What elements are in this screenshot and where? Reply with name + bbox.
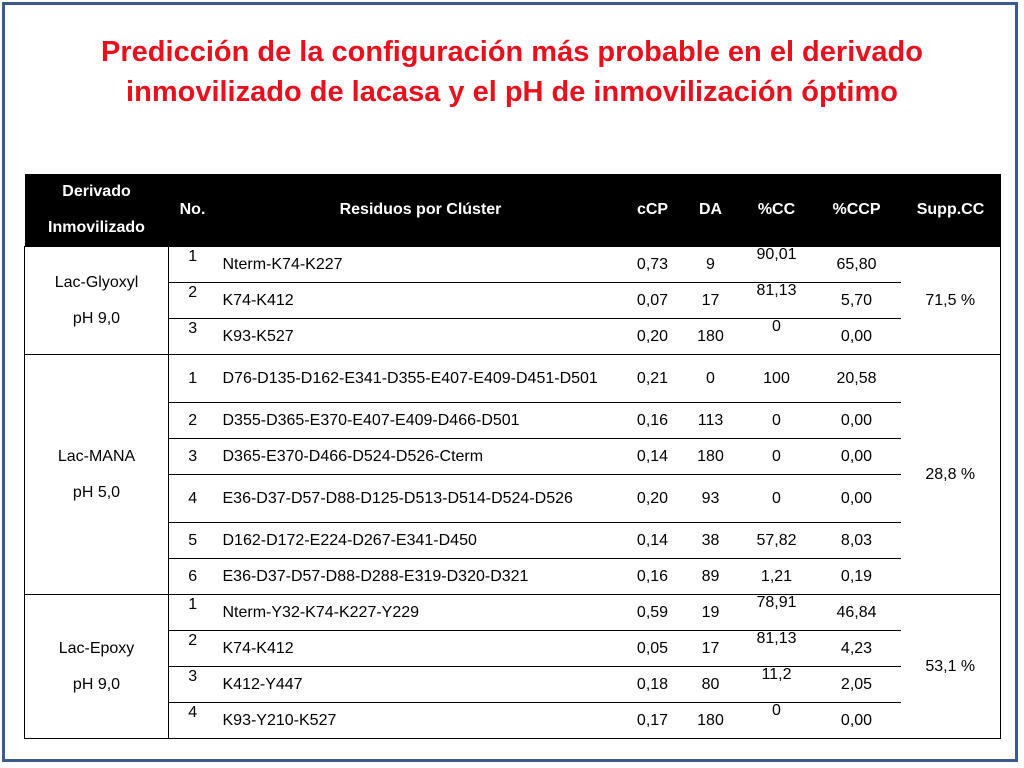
table-cell: [741, 595, 813, 631]
table-row: [25, 247, 1001, 283]
table-cell: 0,05: [625, 631, 681, 667]
derivative-cell: Lac-Epoxy pH 9,0: [25, 595, 169, 739]
table-cell: 0,16: [625, 403, 681, 439]
supp-cc-cell: 53,1 %: [901, 595, 1001, 739]
table-cell: [169, 595, 217, 631]
cell-value: Derivado: [62, 183, 131, 200]
supp-cc-cell: 71,5 %: [901, 247, 1001, 355]
cell-value: 2: [188, 631, 198, 649]
table-cell: 19: [681, 595, 741, 631]
table-cell: 0: [741, 475, 813, 523]
table-cell: [741, 283, 813, 319]
cell-value: 1: [188, 247, 198, 265]
table-cell: 180: [681, 319, 741, 355]
table-header-row: [25, 174, 1001, 247]
table-row: [25, 631, 1001, 667]
table-row: [25, 703, 1001, 739]
cell-value: 81,13: [756, 629, 797, 647]
table-cell: [741, 667, 813, 703]
table-cell: D355-D365-E370-E407-E409-D466-D501: [217, 403, 625, 439]
table-cell: 0,20: [625, 319, 681, 355]
table-cell: 89: [681, 559, 741, 595]
table-cell: 0,21: [625, 355, 681, 403]
slide-title: [0, 32, 1024, 112]
table-row: [25, 403, 1001, 439]
table-row: [25, 475, 1001, 523]
header-ccp: cCP: [625, 174, 681, 247]
table-cell: 0,00: [813, 319, 901, 355]
table-row: [25, 355, 1001, 403]
header-derivado: [25, 174, 169, 247]
table-cell: D76-D135-D162-E341-D355-E407-E409-D451-D501: [217, 355, 625, 403]
table-cell: 0,00: [813, 475, 901, 523]
table-cell: 46,84: [813, 595, 901, 631]
table-row: [25, 667, 1001, 703]
table-cell: 65,80: [813, 247, 901, 283]
table-cell: [169, 667, 217, 703]
table-cell: [741, 247, 813, 283]
cell-value: 0: [772, 701, 781, 719]
table-cell: 0,14: [625, 439, 681, 475]
header-pccp: %CCP: [813, 174, 901, 247]
table-cell: 8,03: [813, 523, 901, 559]
table-cell: 0,59: [625, 595, 681, 631]
table-cell: 6: [169, 559, 217, 595]
cell-value: 81,13: [756, 281, 797, 299]
derivative-cell: Lac-Glyoxyl pH 9,0: [25, 247, 169, 355]
table-cell: 0,17: [625, 703, 681, 739]
title-line-2: inmovilizado de lacasa y el pH de inmovilización óptimo: [126, 76, 898, 108]
table-cell: 1: [169, 355, 217, 403]
results-table: [24, 174, 1001, 739]
table-cell: [169, 631, 217, 667]
header-cc: %CC: [741, 174, 813, 247]
table-cell: 0,20: [625, 475, 681, 523]
table-cell: 0,00: [813, 403, 901, 439]
table-cell: 5: [169, 523, 217, 559]
table-cell: 57,82: [741, 523, 813, 559]
table-row: [25, 523, 1001, 559]
table-row: [25, 595, 1001, 631]
cell-value: 90,01: [756, 245, 797, 263]
title-line-1: Predicción de la configuración más probable en el derivado: [101, 36, 923, 68]
supp-cc-cell: 28,8 %: [901, 355, 1001, 595]
table-row: [25, 439, 1001, 475]
table-cell: Nterm-K74-K227: [217, 247, 625, 283]
table-cell: 0,18: [625, 667, 681, 703]
header-no: No.: [169, 174, 217, 247]
table-cell: 0,14: [625, 523, 681, 559]
table-row: [25, 283, 1001, 319]
table-cell: 0,19: [813, 559, 901, 595]
header-da: DA: [681, 174, 741, 247]
table-cell: 2,05: [813, 667, 901, 703]
table-row: [25, 559, 1001, 595]
cell-value: 3: [188, 667, 198, 685]
cell-value: 2: [188, 283, 198, 301]
derivative-cell: Lac-MANA pH 5,0: [25, 355, 169, 595]
cell-value: Inmovilizado: [48, 219, 145, 236]
table-cell: K74-K412: [217, 283, 625, 319]
table-cell: 4,23: [813, 631, 901, 667]
cell-value: 0: [772, 317, 781, 335]
table-cell: [741, 319, 813, 355]
table-cell: 1,21: [741, 559, 813, 595]
cell-value: 4: [188, 703, 198, 721]
table-cell: 0: [741, 439, 813, 475]
cell-value: 11,2: [761, 665, 792, 683]
table-cell: K93-Y210-K527: [217, 703, 625, 739]
table-cell: 3: [169, 439, 217, 475]
table-cell: 0,00: [813, 703, 901, 739]
table-cell: E36-D37-D57-D88-D288-E319-D320-D321: [217, 559, 625, 595]
table-cell: Nterm-Y32-K74-K227-Y229: [217, 595, 625, 631]
table-cell: 180: [681, 703, 741, 739]
table-cell: 0,73: [625, 247, 681, 283]
table-cell: K412-Y447: [217, 667, 625, 703]
table-cell: 0: [741, 403, 813, 439]
table-cell: E36-D37-D57-D88-D125-D513-D514-D524-D526: [217, 475, 625, 523]
table-cell: 80: [681, 667, 741, 703]
table-cell: 5,70: [813, 283, 901, 319]
header-residuos: Residuos por Clúster: [217, 174, 625, 247]
table-cell: [169, 319, 217, 355]
table-cell: K74-K412: [217, 631, 625, 667]
table-cell: 0: [681, 355, 741, 403]
table-cell: 0,00: [813, 439, 901, 475]
table-cell: 4: [169, 475, 217, 523]
table-cell: 100: [741, 355, 813, 403]
table-cell: [169, 703, 217, 739]
table-cell: 17: [681, 283, 741, 319]
table-cell: 17: [681, 631, 741, 667]
table-cell: 38: [681, 523, 741, 559]
table-cell: D365-E370-D466-D524-D526-Cterm: [217, 439, 625, 475]
table-cell: 93: [681, 475, 741, 523]
table-cell: [741, 703, 813, 739]
table-cell: 20,58: [813, 355, 901, 403]
table-cell: [169, 247, 217, 283]
table-cell: [169, 283, 217, 319]
table-cell: 0,07: [625, 283, 681, 319]
table-cell: 113: [681, 403, 741, 439]
cell-value: 3: [188, 319, 198, 337]
table-cell: [741, 631, 813, 667]
cell-value: 1: [188, 595, 198, 613]
table-cell: 180: [681, 439, 741, 475]
table-cell: 0,16: [625, 559, 681, 595]
header-supp: Supp.CC: [901, 174, 1001, 247]
cell-value: 78,91: [756, 593, 797, 611]
table-cell: 9: [681, 247, 741, 283]
table-cell: K93-K527: [217, 319, 625, 355]
table-row: [25, 319, 1001, 355]
table-cell: 2: [169, 403, 217, 439]
table-cell: D162-D172-E224-D267-E341-D450: [217, 523, 625, 559]
